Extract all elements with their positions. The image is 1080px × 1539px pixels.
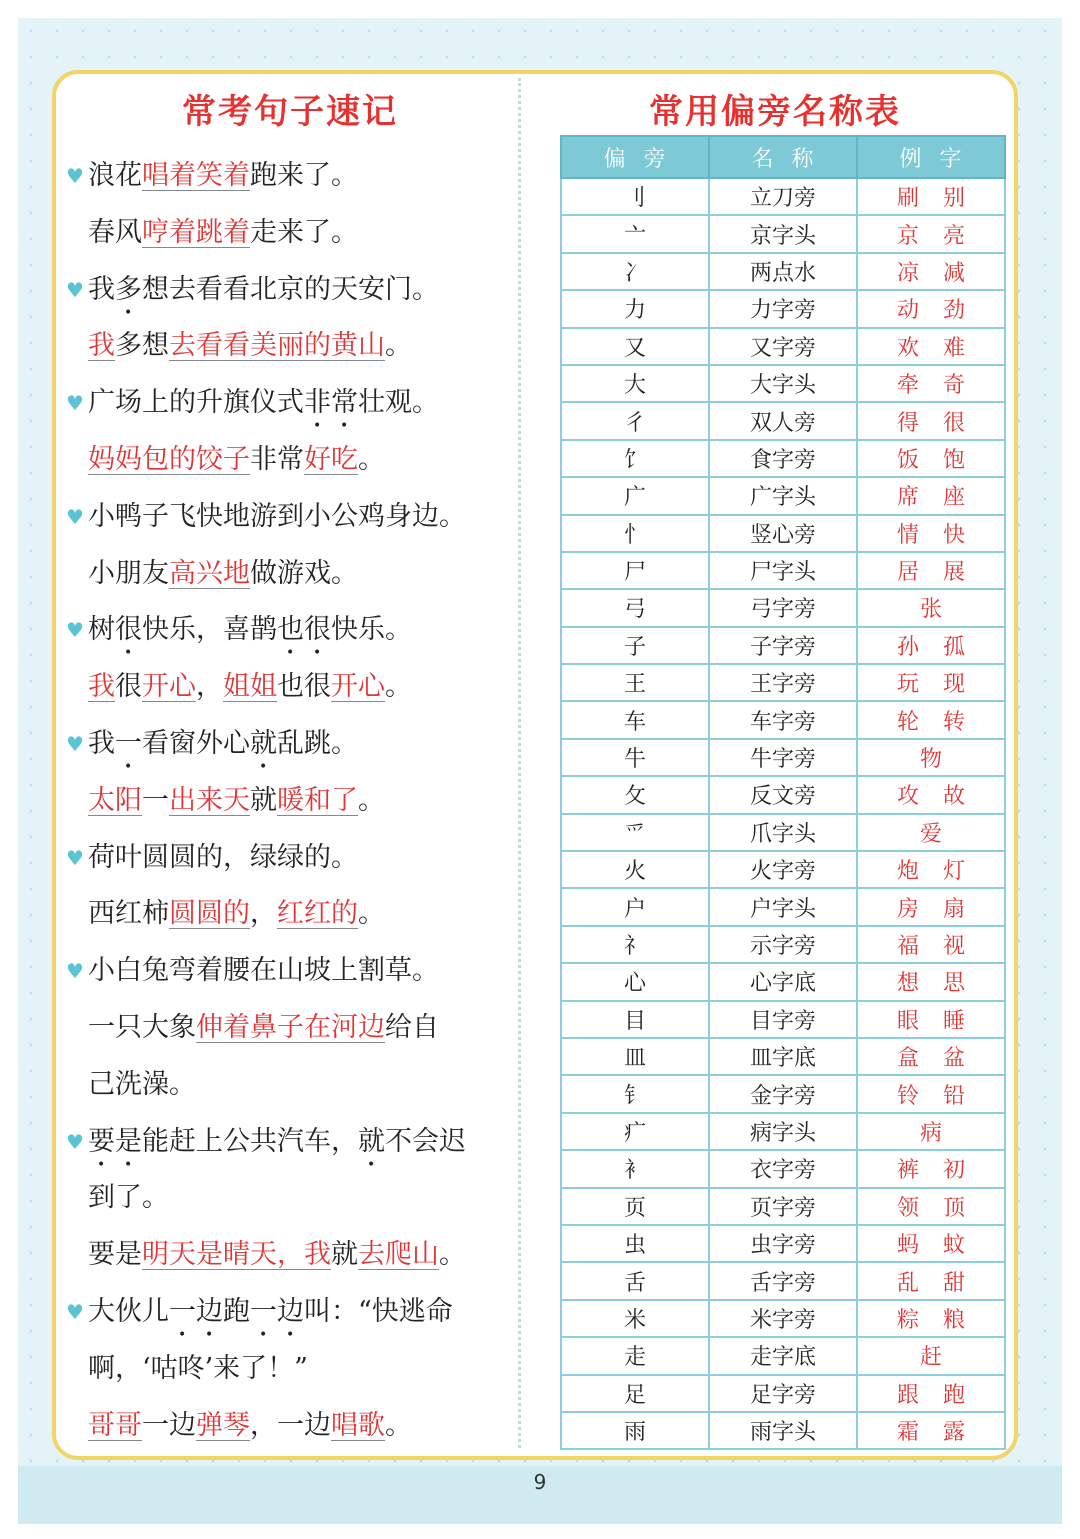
sentence-line xyxy=(66,1000,506,1056)
radical-cell: 冫 xyxy=(561,253,709,290)
sentence-line xyxy=(66,1284,506,1340)
sentence-text: 就 xyxy=(250,784,277,816)
name-cell: 示字旁 xyxy=(709,926,857,963)
sentence-text: 做游戏。 xyxy=(250,557,358,589)
highlighted-phrase: 开心 xyxy=(142,671,196,703)
example-cell: 欢难 xyxy=(857,328,1005,365)
radical-cell: 舌 xyxy=(561,1262,709,1299)
table-row xyxy=(561,365,1005,402)
heart-bullet-icon: ♥ xyxy=(66,959,84,984)
table-row xyxy=(561,1337,1005,1374)
sentence-text: 飞快地 xyxy=(169,500,250,532)
sentence-text: 一 xyxy=(142,784,169,816)
radical-cell: 疒 xyxy=(561,1113,709,1150)
sentence-line xyxy=(66,1057,506,1113)
radical-table xyxy=(560,135,1006,1450)
heart-bullet-icon: ♥ xyxy=(66,1129,84,1154)
header-example: 例字 xyxy=(857,136,1005,178)
table-row xyxy=(561,851,1005,888)
name-cell: 双人旁 xyxy=(709,402,857,439)
name-cell: 户字头 xyxy=(709,888,857,925)
table-row xyxy=(561,1225,1005,1262)
name-cell: 走字底 xyxy=(709,1337,857,1374)
radical-cell: 牛 xyxy=(561,739,709,776)
sentence-text: 荷叶圆圆的，绿绿的。 xyxy=(88,841,358,873)
heart-bullet-icon: ♥ xyxy=(66,277,84,302)
table-row xyxy=(561,926,1005,963)
sentence-line xyxy=(66,1170,506,1226)
sentence-text: 己洗澡。 xyxy=(88,1068,196,1100)
radical-cell: 力 xyxy=(561,290,709,327)
highlighted-phrase: 开心 xyxy=(331,671,385,703)
radical-cell: 广 xyxy=(561,477,709,514)
table-row xyxy=(561,1262,1005,1299)
radical-cell: 礻 xyxy=(561,926,709,963)
radical-cell: 户 xyxy=(561,888,709,925)
table-row xyxy=(561,552,1005,589)
sentence-text: 一只大象 xyxy=(88,1012,196,1043)
radical-cell: 目 xyxy=(561,1001,709,1038)
sentence-text: 也很 xyxy=(277,671,331,703)
table-row xyxy=(561,1038,1005,1075)
example-cell: 情快 xyxy=(857,515,1005,552)
name-cell: 皿字底 xyxy=(709,1038,857,1075)
heart-bullet-icon: ♥ xyxy=(66,504,84,529)
sentence-text: 我 xyxy=(88,273,115,305)
name-cell: 立刀旁 xyxy=(709,178,857,215)
sentence-text: 壮观。 xyxy=(358,387,439,419)
name-cell: 病字头 xyxy=(709,1113,857,1150)
name-cell: 王字旁 xyxy=(709,664,857,701)
sentence-line xyxy=(66,773,506,829)
radical-cell: 弓 xyxy=(561,589,709,626)
emphasized-word: 一 xyxy=(115,728,142,759)
sentence-text: 。 xyxy=(439,1239,466,1271)
radical-cell: 足 xyxy=(561,1375,709,1412)
radical-cell: 心 xyxy=(561,963,709,1000)
name-cell: 子字旁 xyxy=(709,627,857,664)
sentence-text: 叫：“快逃命 xyxy=(304,1296,453,1327)
example-cell: 京亮 xyxy=(857,215,1005,252)
sentence-line xyxy=(66,1398,506,1454)
name-cell: 食字旁 xyxy=(709,440,857,477)
example-cell: 跟跑 xyxy=(857,1375,1005,1412)
table-row xyxy=(561,1113,1005,1150)
name-cell: 金字旁 xyxy=(709,1075,857,1112)
radical-cell: 刂 xyxy=(561,178,709,215)
highlighted-phrase: 伸着鼻子在河边 xyxy=(196,1012,385,1043)
sentence-text: 就 xyxy=(331,1239,358,1271)
name-cell: 爪字头 xyxy=(709,814,857,851)
sentence-line xyxy=(66,262,506,318)
emphasized-word: 就 xyxy=(358,1125,385,1157)
table-row xyxy=(561,664,1005,701)
highlighted-phrase: 唱歌 xyxy=(331,1409,385,1441)
highlighted-phrase: 唱着笑着 xyxy=(142,160,250,191)
sentence-text: ， xyxy=(196,671,223,703)
name-cell: 反文旁 xyxy=(709,776,857,813)
highlighted-phrase: 去看看美丽的黄山 xyxy=(169,330,385,362)
name-cell: 广字头 xyxy=(709,477,857,514)
example-cell: 居展 xyxy=(857,552,1005,589)
radical-cell: 米 xyxy=(561,1300,709,1337)
name-cell: 两点水 xyxy=(709,253,857,290)
highlighted-phrase: 哼着跳着 xyxy=(142,216,250,248)
sentence-text: 一边 xyxy=(142,1409,196,1441)
emphasized-word: 一边 xyxy=(169,1296,223,1327)
name-cell: 京字头 xyxy=(709,215,857,252)
sentence-text: 快乐，喜鹊 xyxy=(142,614,277,646)
sentence-line xyxy=(66,716,506,772)
name-cell: 雨字头 xyxy=(709,1412,857,1449)
radical-cell: 虫 xyxy=(561,1225,709,1262)
example-cell: 爱 xyxy=(857,814,1005,851)
emphasized-word: 也很 xyxy=(277,614,331,646)
example-cell: 炮灯 xyxy=(857,851,1005,888)
sentence-text: 看窗外心 xyxy=(142,728,250,759)
sentence-line xyxy=(66,830,506,886)
highlighted-phrase: 我 xyxy=(88,671,115,703)
sentence-text: 很 xyxy=(115,671,142,703)
example-cell: 轮转 xyxy=(857,701,1005,738)
highlighted-phrase: 哥哥 xyxy=(88,1409,142,1441)
table-row xyxy=(561,888,1005,925)
sentence-text: 浪花 xyxy=(88,160,142,191)
sentence-text: 想去看看北京的天安门。 xyxy=(142,273,439,305)
example-cell: 动劲 xyxy=(857,290,1005,327)
sentence-text: 。 xyxy=(358,444,385,475)
sentences-title: 常考句子速记 xyxy=(182,92,398,132)
example-cell: 领顶 xyxy=(857,1188,1005,1225)
example-cell: 眼睡 xyxy=(857,1001,1005,1038)
highlighted-phrase: 圆圆的 xyxy=(169,898,250,930)
sentence-text: 广场上的升旗仪式 xyxy=(88,387,304,419)
sentence-text: 。 xyxy=(385,1409,412,1441)
sentence-text: 要是 xyxy=(88,1239,142,1271)
sentence-text: 大伙儿 xyxy=(88,1296,169,1327)
sentence-text: 给自 xyxy=(385,1012,439,1043)
sentence-text: 弯着腰在山坡上 xyxy=(169,955,358,987)
example-cell: 想思 xyxy=(857,963,1005,1000)
table-row xyxy=(561,1150,1005,1187)
radical-cell: 亠 xyxy=(561,215,709,252)
name-cell: 车字旁 xyxy=(709,701,857,738)
table-row xyxy=(561,1375,1005,1412)
sentence-text: 快乐。 xyxy=(331,614,412,646)
radical-cell: 彳 xyxy=(561,402,709,439)
highlighted-phrase: 好吃 xyxy=(304,444,358,475)
page-number: 9 xyxy=(533,1470,547,1494)
name-cell: 虫字旁 xyxy=(709,1225,857,1262)
sentence-text: 割草。 xyxy=(358,955,439,987)
name-cell: 舌字旁 xyxy=(709,1262,857,1299)
heart-bullet-icon: ♥ xyxy=(66,391,84,416)
table-row xyxy=(561,589,1005,626)
name-cell: 力字旁 xyxy=(709,290,857,327)
example-cell: 铃铅 xyxy=(857,1075,1005,1112)
header-radical: 偏旁 xyxy=(561,136,709,178)
sentence-text: 跑 xyxy=(223,1296,250,1327)
table-row xyxy=(561,290,1005,327)
sentence-text: 。 xyxy=(358,784,385,816)
radical-cell: 车 xyxy=(561,701,709,738)
example-cell: 房扇 xyxy=(857,888,1005,925)
sentence-text: 非常 xyxy=(250,444,304,475)
table-row xyxy=(561,627,1005,664)
radical-cell: 衤 xyxy=(561,1150,709,1187)
sentence-text: 不会迟 xyxy=(385,1125,466,1157)
example-cell: 得很 xyxy=(857,402,1005,439)
column-divider xyxy=(518,78,521,1448)
highlighted-phrase: 太阳 xyxy=(88,784,142,816)
sentence-text: 乱跳。 xyxy=(277,728,358,759)
table-row xyxy=(561,515,1005,552)
sentence-line xyxy=(66,489,506,545)
heart-bullet-icon: ♥ xyxy=(66,732,84,756)
sentence-text: 小白兔 xyxy=(88,955,169,987)
sentence-text: 我 xyxy=(88,728,115,759)
sentence-text: 小鸭子 xyxy=(88,500,169,532)
emphasized-word: 一边 xyxy=(250,1296,304,1327)
sentence-text: 跑来了。 xyxy=(250,160,358,191)
radical-cell: 王 xyxy=(561,664,709,701)
highlighted-phrase: 暖和了 xyxy=(277,784,358,816)
sentence-text: 树 xyxy=(88,614,115,646)
name-cell: 米字旁 xyxy=(709,1300,857,1337)
radical-cell: 钅 xyxy=(561,1075,709,1112)
highlighted-phrase: 妈妈包的饺子 xyxy=(88,444,250,475)
example-cell: 粽粮 xyxy=(857,1300,1005,1337)
name-cell: 牛字旁 xyxy=(709,739,857,776)
name-cell: 心字底 xyxy=(709,963,857,1000)
name-cell: 尸字头 xyxy=(709,552,857,589)
name-cell: 页字旁 xyxy=(709,1188,857,1225)
example-cell: 饭饱 xyxy=(857,440,1005,477)
radical-cell: 忄 xyxy=(561,515,709,552)
radical-cell: 皿 xyxy=(561,1038,709,1075)
sentence-line xyxy=(66,886,506,942)
radicals-title: 常用偏旁名称表 xyxy=(649,92,901,132)
radical-cell: 子 xyxy=(561,627,709,664)
table-row xyxy=(561,440,1005,477)
heart-bullet-icon: ♥ xyxy=(66,845,84,870)
name-cell: 足字旁 xyxy=(709,1375,857,1412)
example-cell: 牵奇 xyxy=(857,365,1005,402)
sentence-line xyxy=(66,432,506,488)
table-row xyxy=(561,178,1005,215)
table-row xyxy=(561,739,1005,776)
sentence-text: 。 xyxy=(385,671,412,703)
example-cell: 凉减 xyxy=(857,253,1005,290)
table-row xyxy=(561,253,1005,290)
sentence-text: ， xyxy=(250,898,277,930)
sentence-text: 游到小公鸡身边。 xyxy=(250,500,466,532)
sentence-line xyxy=(66,1114,506,1170)
heart-bullet-icon: ♥ xyxy=(66,618,84,643)
name-cell: 衣字旁 xyxy=(709,1150,857,1187)
sentence-text: 多想 xyxy=(115,330,169,362)
table-row xyxy=(561,963,1005,1000)
sentence-text: 啊，‘咕咚’来了！” xyxy=(88,1352,308,1384)
name-cell: 弓字旁 xyxy=(709,589,857,626)
sentence-line xyxy=(66,318,506,374)
example-cell: 张 xyxy=(857,589,1005,626)
name-cell: 火字旁 xyxy=(709,851,857,888)
sentence-text: 到了。 xyxy=(88,1182,169,1214)
example-cell: 玩现 xyxy=(857,664,1005,701)
table-row xyxy=(561,1001,1005,1038)
sentence-text: 西红柿 xyxy=(88,898,169,930)
radical-cell: 页 xyxy=(561,1188,709,1225)
sentence-text: 。 xyxy=(385,330,412,362)
name-cell: 竖心旁 xyxy=(709,515,857,552)
emphasized-word: 很 xyxy=(115,614,142,646)
table-row xyxy=(561,776,1005,813)
sentence-line xyxy=(66,602,506,658)
sentence-text: ，一边 xyxy=(250,1409,331,1441)
example-cell: 盒盆 xyxy=(857,1038,1005,1075)
table-row xyxy=(561,1188,1005,1225)
emphasized-word: 多 xyxy=(115,273,142,305)
sentence-line xyxy=(66,1227,506,1283)
radical-cell: 尸 xyxy=(561,552,709,589)
example-cell: 孙孤 xyxy=(857,627,1005,664)
table-row xyxy=(561,402,1005,439)
name-cell: 大字头 xyxy=(709,365,857,402)
radical-cell: 雨 xyxy=(561,1412,709,1449)
example-cell: 赶 xyxy=(857,1337,1005,1374)
highlighted-phrase: 姐姐 xyxy=(223,671,277,703)
example-cell: 裤初 xyxy=(857,1150,1005,1187)
sentence-line xyxy=(66,943,506,999)
name-cell: 目字旁 xyxy=(709,1001,857,1038)
sentence-text: 春风 xyxy=(88,216,142,248)
table-row xyxy=(561,701,1005,738)
sentence-text: 走来了。 xyxy=(250,216,358,248)
name-cell: 又字旁 xyxy=(709,328,857,365)
emphasized-word: 要是 xyxy=(88,1125,142,1157)
example-cell: 刷别 xyxy=(857,178,1005,215)
sentence-line xyxy=(66,375,506,431)
table-row xyxy=(561,814,1005,851)
example-cell: 福视 xyxy=(857,926,1005,963)
radical-cell: 爫 xyxy=(561,814,709,851)
example-cell: 席座 xyxy=(857,477,1005,514)
sentence-line xyxy=(66,546,506,602)
radical-table-container xyxy=(560,135,1004,1450)
highlighted-phrase: 高兴地 xyxy=(169,557,250,589)
header-name: 名称 xyxy=(709,136,857,178)
radical-cell: 饣 xyxy=(561,440,709,477)
sentence-text: 小朋友 xyxy=(88,557,169,589)
example-cell: 蚂蚊 xyxy=(857,1225,1005,1262)
table-row xyxy=(561,1412,1005,1449)
example-cell: 霜露 xyxy=(857,1412,1005,1449)
table-row xyxy=(561,1300,1005,1337)
table-row xyxy=(561,215,1005,252)
sentence-line xyxy=(66,1341,506,1397)
highlighted-phrase: 弹琴 xyxy=(196,1409,250,1441)
highlighted-phrase: 出来天 xyxy=(169,784,250,816)
heart-bullet-icon: ♥ xyxy=(66,164,84,188)
highlighted-phrase: 我 xyxy=(88,330,115,362)
emphasized-word: 就 xyxy=(250,728,277,759)
example-cell: 物 xyxy=(857,739,1005,776)
example-cell: 乱甜 xyxy=(857,1262,1005,1299)
sentence-line xyxy=(66,659,506,715)
table-row xyxy=(561,1075,1005,1112)
example-cell: 病 xyxy=(857,1113,1005,1150)
sentence-line xyxy=(66,205,506,261)
highlighted-phrase: 明天是晴天，我 xyxy=(142,1239,331,1271)
table-row xyxy=(561,328,1005,365)
table-header-row xyxy=(561,136,1005,178)
radical-cell: 又 xyxy=(561,328,709,365)
sentence-text: 。 xyxy=(358,898,385,930)
highlighted-phrase: 去爬山 xyxy=(358,1239,439,1271)
radical-cell: 攵 xyxy=(561,776,709,813)
highlighted-phrase: 红红的 xyxy=(277,898,358,930)
table-row xyxy=(561,477,1005,514)
radical-cell: 走 xyxy=(561,1337,709,1374)
sentence-text: 能赶上公共汽车， xyxy=(142,1125,358,1157)
sentence-line xyxy=(66,148,506,204)
example-cell: 攻故 xyxy=(857,776,1005,813)
radical-cell: 大 xyxy=(561,365,709,402)
emphasized-word: 非常 xyxy=(304,387,358,419)
heart-bullet-icon: ♥ xyxy=(66,1300,84,1324)
radical-cell: 火 xyxy=(561,851,709,888)
